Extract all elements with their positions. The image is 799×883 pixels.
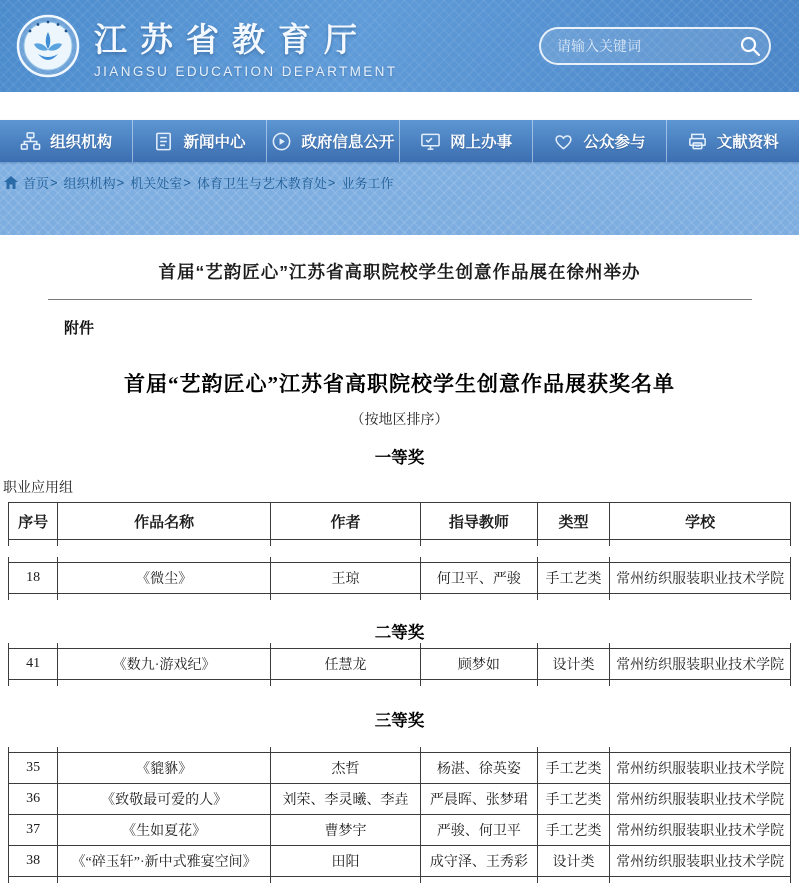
online-service-icon: [420, 131, 441, 152]
table-row: [9, 815, 791, 846]
table-cell: 严骏、何卫平: [421, 815, 538, 846]
table-cell: 手工艺类: [537, 753, 610, 784]
breadcrumb-separator: >: [116, 175, 125, 190]
site-subtitle: JIANGSU EDUCATION DEPARTMENT: [94, 63, 398, 79]
info-disclosure-icon: [271, 131, 292, 152]
breadcrumb-item-business-work[interactable]: 业务工作: [341, 176, 394, 191]
table-cell: 王琼: [270, 563, 420, 594]
table-row: [9, 753, 791, 784]
table-cell: 曹梦宇: [270, 815, 420, 846]
award-heading-first-prize: 一等奖: [374, 449, 425, 467]
cut-row-stub: [9, 594, 791, 600]
home-icon: [4, 176, 18, 189]
attachment-label: 附件: [64, 320, 95, 337]
award-heading-second-prize: 二等奖: [374, 623, 425, 642]
nav-item-label: 政府信息公开: [301, 134, 395, 151]
nav-item-online-service[interactable]: [399, 120, 532, 162]
site-brand: [94, 14, 397, 79]
table-cell: 18: [9, 563, 58, 594]
table-cell: 杰哲: [270, 753, 420, 784]
nav-item-organization[interactable]: [0, 120, 132, 162]
cut-row-stub: [9, 680, 791, 686]
table-cell: 37: [9, 815, 58, 846]
breadcrumb-item-home[interactable]: 首页: [23, 176, 50, 191]
table-cell: 《生如夏花》: [58, 815, 271, 846]
award-list-subtitle: （按地区排序）: [350, 413, 449, 428]
nav-item-info-disclosure[interactable]: [266, 120, 399, 162]
table-cell: 设计类: [537, 846, 610, 877]
table-cell: 《“碎玉轩”·新中式雅宴空间》: [58, 846, 271, 877]
nav-item-documents[interactable]: [666, 120, 799, 162]
table-cell: 35: [9, 753, 58, 784]
column-header: 学校: [610, 503, 791, 540]
nav-item-news[interactable]: [132, 120, 265, 162]
main-nav: [0, 120, 799, 162]
article-title: 首届“艺韵匠心”江苏省高职院校学生创意作品展在徐州举办: [158, 262, 641, 282]
heart-icon: [553, 131, 574, 152]
search-box: [539, 27, 771, 65]
table-cell: 成守泽、王秀彩: [421, 846, 538, 877]
column-header: 类型: [537, 503, 610, 540]
table-cell: 常州纺织服装职业技术学院: [610, 815, 791, 846]
breadcrumb: [0, 173, 799, 192]
table-cell: 顾梦如: [421, 649, 538, 680]
cut-row-stub: [9, 877, 791, 883]
award-table-first-prize: [8, 557, 791, 600]
table-cell: 手工艺类: [537, 784, 610, 815]
nav-item-public-participation[interactable]: [532, 120, 665, 162]
table-cell: 常州纺织服装职业技术学院: [610, 846, 791, 877]
table-cell: 何卫平、严骏: [421, 563, 538, 594]
table-header-row: [9, 503, 791, 540]
award-table-third-prize: [8, 747, 791, 883]
breadcrumb-item-organization[interactable]: 组织机构: [63, 176, 116, 191]
table-cell: 常州纺织服装职业技术学院: [610, 649, 791, 680]
table-cell: 《致敬最可爱的人》: [58, 784, 271, 815]
article-content: [0, 235, 799, 883]
table-cell: 常州纺织服装职业技术学院: [610, 784, 791, 815]
table-row: [9, 649, 791, 680]
breadcrumb-separator: >: [327, 175, 336, 190]
search-icon[interactable]: [738, 34, 762, 58]
archive-icon: [687, 131, 708, 152]
org-chart-icon: [20, 131, 41, 152]
table-cell: 《数九·游戏纪》: [58, 649, 271, 680]
table-cell: 36: [9, 784, 58, 815]
table-cell: 《貔貅》: [58, 753, 271, 784]
nav-item-label: 文献资料: [716, 134, 779, 151]
table-cell: 任慧龙: [270, 649, 420, 680]
table-row: [9, 846, 791, 877]
nav-item-label: 组织机构: [50, 134, 113, 151]
award-list-title: 首届“艺韵匠心”江苏省高职院校学生创意作品展获奖名单: [124, 372, 675, 396]
group-label: 职业应用组: [3, 479, 73, 495]
award-table-second-prize: [8, 643, 791, 686]
title-divider: [48, 299, 752, 300]
column-header: 作者: [270, 503, 420, 540]
table-row: [9, 563, 791, 594]
table-row: [9, 784, 791, 815]
breadcrumb-separator: >: [50, 175, 58, 190]
table-cell: 《微尘》: [58, 563, 271, 594]
table-cell: 38: [9, 846, 58, 877]
site-header: [0, 0, 799, 92]
table-cell: 常州纺织服装职业技术学院: [610, 563, 791, 594]
search-input[interactable]: [557, 38, 738, 54]
column-header: 指导教师: [421, 503, 538, 540]
news-icon: [153, 131, 174, 152]
column-header: 序号: [9, 503, 58, 540]
nav-item-label: 新闻中心: [183, 134, 246, 151]
site-title: 江苏省教育厅: [94, 20, 370, 58]
breadcrumb-item-sports-art-division[interactable]: 体育卫生与艺术教育处: [196, 176, 327, 191]
table-cell: 严晨晖、张梦珺: [421, 784, 538, 815]
column-header: 作品名称: [58, 503, 271, 540]
department-logo[interactable]: [16, 14, 80, 78]
table-cell: 手工艺类: [537, 563, 610, 594]
breadcrumb-separator: >: [183, 175, 191, 190]
award-heading-third-prize: 三等奖: [374, 711, 425, 730]
table-cell: 杨湛、徐英姿: [421, 753, 538, 784]
nav-item-label: 网上办事: [450, 134, 513, 151]
table-cell: 田阳: [270, 846, 420, 877]
table-cell: 手工艺类: [537, 815, 610, 846]
logo-emblem-icon: [16, 14, 80, 78]
breadcrumb-item-offices[interactable]: 机关处室: [130, 176, 183, 191]
table-cell: 刘荣、李灵曦、李垚: [270, 784, 420, 815]
pattern-band: [0, 120, 799, 235]
table-cell: 常州纺织服装职业技术学院: [610, 753, 791, 784]
award-table-header: [8, 502, 791, 546]
table-cell: 设计类: [537, 649, 610, 680]
table-cell: 41: [9, 649, 58, 680]
nav-item-label: 公众参与: [583, 134, 646, 151]
